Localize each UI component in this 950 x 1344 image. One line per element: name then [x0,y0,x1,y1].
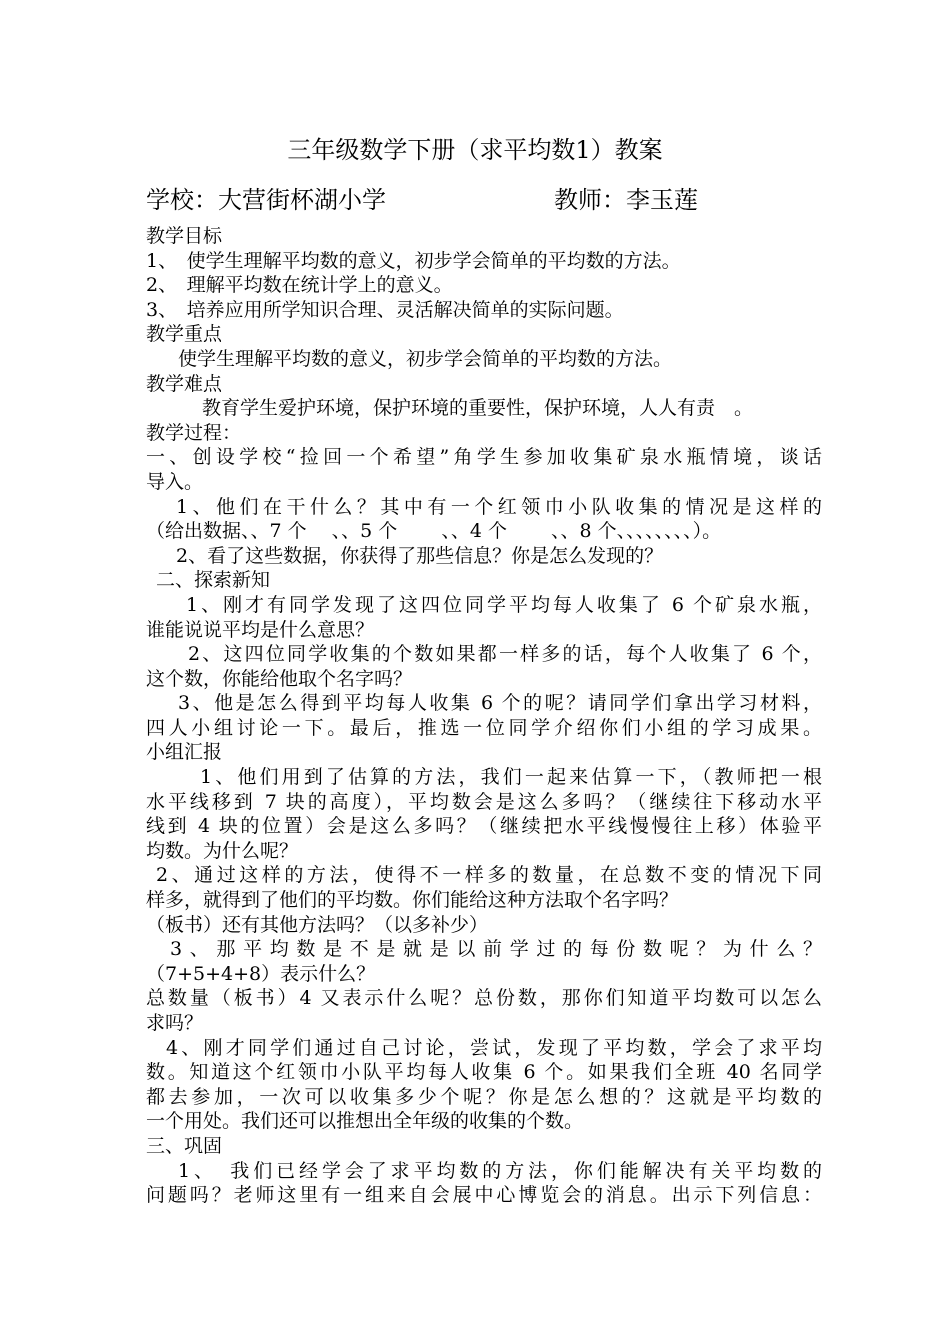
text-line: 三、巩固 [146,1134,223,1157]
text-line: 教育学生爱护环境，保护环境的重要性，保护环境，人人有责 。 [202,397,754,420]
text-line: （板书）还有其他方法吗？（以多补少） [146,913,489,936]
text-line: 3、那平均数是不是就是以前学过的每份数呢？为什么？ [170,938,822,961]
text-line: 2、通过这样的方法，使得不一样多的数量，在总数不变的情况下同 [156,864,822,887]
text-line: 均数。为什么呢？ [146,839,299,862]
text-line: 样多，就得到了他们的平均数。你们能给这种方法取个名字吗？ [146,889,679,912]
text-line: 2、 理解平均数在统计学上的意义。 [146,274,453,297]
text-line: 问题吗？老师这里有一组来自会展中心博览会的消息。出示下列信息： [146,1184,822,1207]
text-line: 导入。 [146,470,204,493]
text-line: 教学难点 [146,372,223,395]
text-line: （7+5+4+8）表示什么？ [146,962,376,985]
text-line: 1、刚才有同学发现了这四位同学平均每人收集了 6 个矿泉水瓶， [186,593,822,616]
text-line: 使学生理解平均数的意义，初步学会简单的平均数的方法。 [178,347,673,370]
text-line: 3、他是怎么得到平均每人收集 6 个的呢？请同学们拿出学习材料， [178,692,822,715]
text-line: 这个数，你能给他取个名字吗？ [146,667,413,690]
text-line: 教学重点 [146,323,223,346]
text-line: 1、 我们已经学会了求平均数的方法，你们能解决有关平均数的 [178,1159,822,1182]
text-line: 水平线移到 7 块的高度），平均数会是这么多吗？（继续往下移动水平 [146,790,822,813]
text-line: 一个用处。我们还可以推想出全年级的收集的个数。 [146,1110,584,1133]
text-line: 1、他们用到了估算的方法，我们一起来估算一下，（教师把一根 [200,766,822,789]
text-line: （给出数据、、7 个 、、5 个 、、4 个 、、8 个、、、、、、、、）。 [146,520,722,543]
text-line: 1、 使学生理解平均数的意义，初步学会简单的平均数的方法。 [146,249,681,272]
text-line: 四人小组讨论一下。最后，推选一位同学介绍你们小组的学习成果。 [146,716,822,739]
text-line: 1、他们在干什么？其中有一个红领巾小队收集的情况是这样的 [176,495,822,518]
text-line: 教学过程： [146,421,242,444]
text-line: 数。知道这个红领巾小队平均每人收集 6 个。如果我们全班 40 名同学 [146,1061,822,1084]
text-line: 2、这四位同学收集的个数如果都一样多的话，每个人收集了 6 个， [188,643,822,666]
text-line: 求吗？ [146,1012,204,1034]
text-line: 总数量（板书）4 又表示什么呢？总份数，那你们知道平均数可以怎么 [146,987,822,1010]
text-line: 教学目标 [146,225,223,247]
text-line: 都去参加，一次可以收集多少个呢？你是怎么想的？这就是平均数的 [146,1085,822,1108]
text-line: 线到 4 块的位置）会是这么多吗？（继续把水平线慢慢往上移）体验平 [146,815,822,838]
text-line: 3、 培养应用所学知识合理、灵活解决简单的实际问题。 [146,298,624,321]
school-name: 学校：大营街杯湖小学 [146,186,386,214]
text-line: 二、探索新知 [156,569,271,592]
document-body [146,224,822,1208]
teacher-name: 教师：李玉莲 [554,186,698,214]
text-line: 一、创设学校“捡回一个希望”角学生参加收集矿泉水瓶情境，谈话 [146,446,822,469]
text-line: 小组汇报 [146,741,223,764]
text-line: 谁能说说平均是什么意思？ [146,618,375,641]
text-line: 4、刚才同学们通过自己讨论，尝试，发现了平均数，学会了求平均 [166,1036,822,1059]
document-title: 三年级数学下册（求平均数1）教案 [287,136,663,164]
text-line: 2、看了这些数据，你获得了那些信息？你是怎么发现的？ [176,544,664,567]
